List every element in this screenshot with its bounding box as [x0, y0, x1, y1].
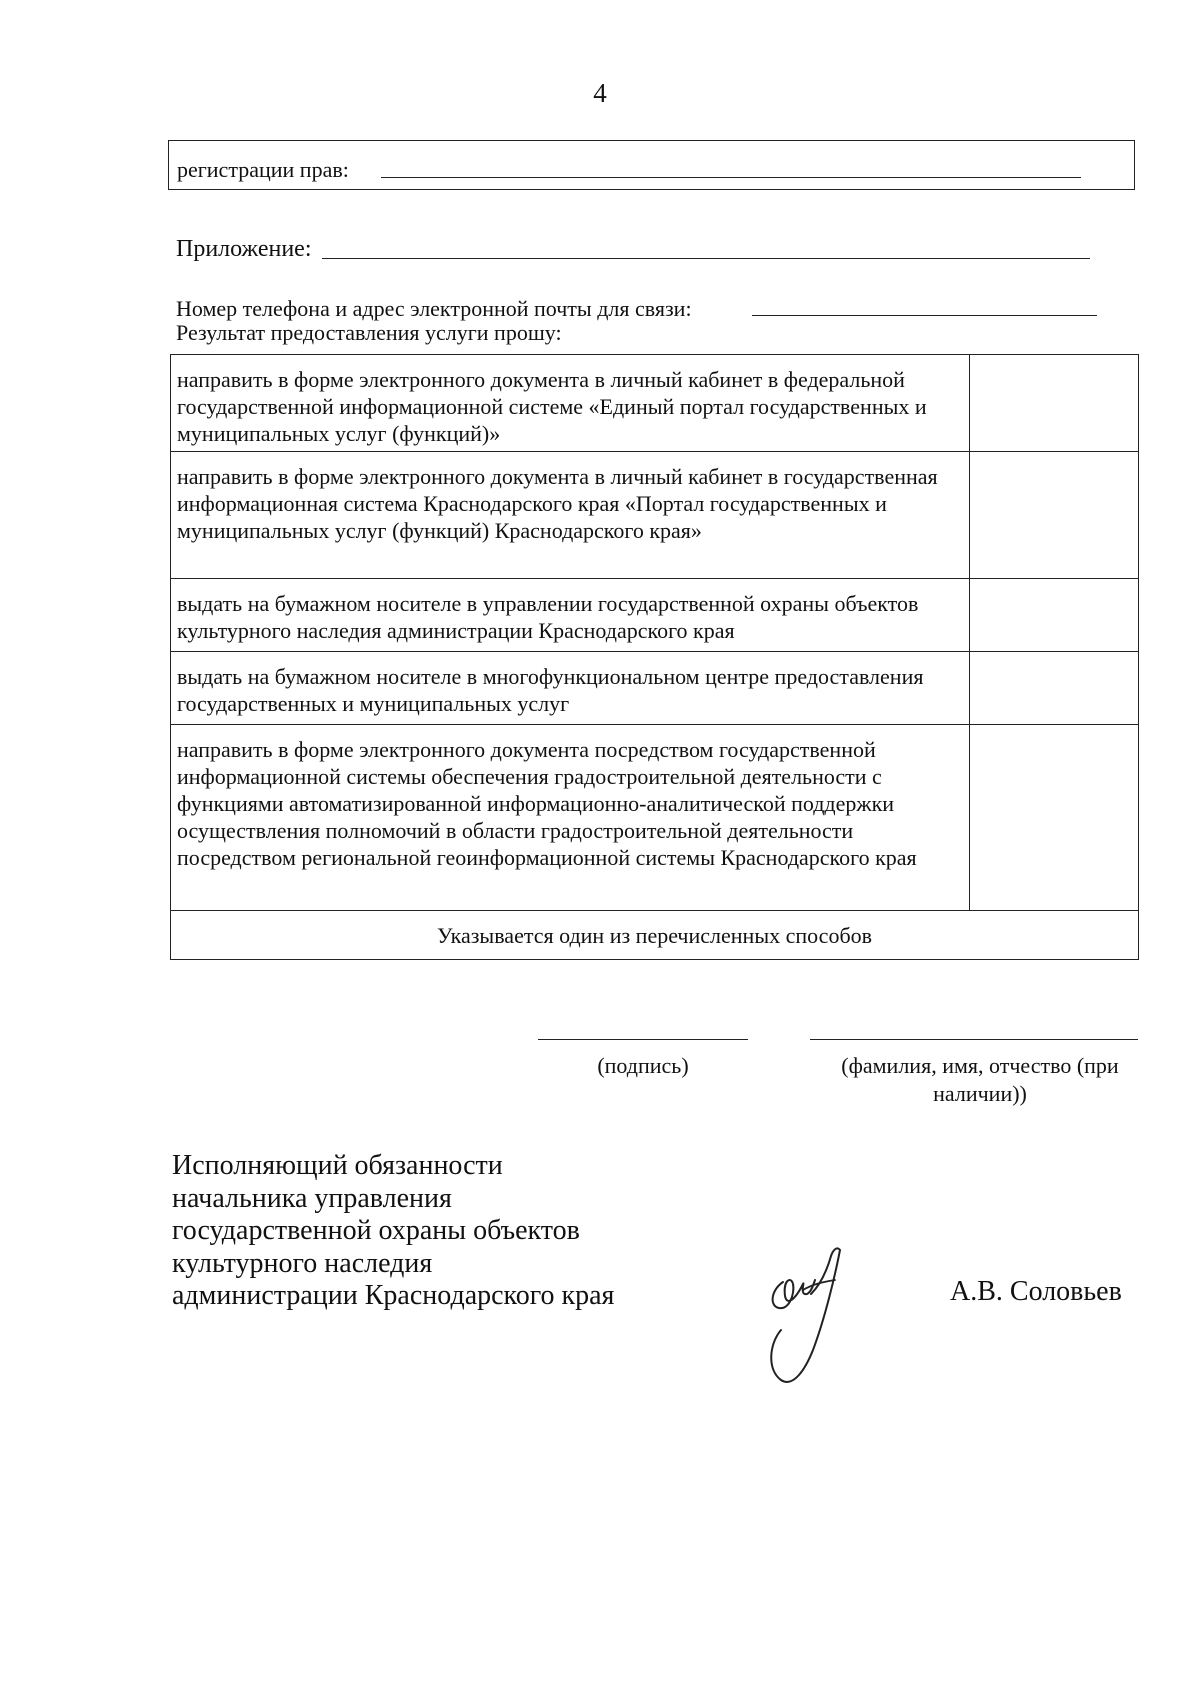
delivery-option-checkbox[interactable]: [970, 725, 1139, 911]
official-position-line: Исполняющий обязанности: [172, 1150, 503, 1181]
appendix-label: Приложение:: [176, 236, 312, 262]
delivery-option-text: выдать на бумажном носителе в управлении государственной охраны объектов культурного наследия администрации Краснодарского края: [171, 579, 970, 652]
options-note: Указывается один из перечисленных способов: [171, 911, 1139, 960]
official-position-line: культурного наследия: [172, 1247, 433, 1279]
delivery-option-row: [171, 652, 1139, 725]
official-position-line: государственной охраны объектов: [172, 1215, 580, 1246]
registration-fill-line[interactable]: [381, 177, 1081, 178]
delivery-option-checkbox[interactable]: [970, 579, 1139, 652]
delivery-option-checkbox[interactable]: [970, 355, 1139, 452]
official-position-line: начальника управления: [172, 1182, 452, 1214]
registration-label: регистрации прав:: [177, 157, 349, 182]
delivery-option-row: [171, 452, 1139, 579]
contact-label: Номер телефона и адрес электронной почты для связи:: [176, 296, 692, 321]
official-position-line: администрации Краснодарского края: [172, 1280, 615, 1311]
handwritten-signature: [755, 1240, 865, 1390]
delivery-option-text: направить в форме электронного документа в личный кабинет в федеральной государственной информационной системе «Единый портал государственных и муниципальных услуг (функций)»: [171, 355, 970, 452]
delivery-option-text: направить в форме электронного документа посредством государственной информационной системы обеспечения градостроительной деятельности с функциями автоматизированной информационно-аналитической поддержки осуществления полномочий в области градостроительной деятельности посредством региональной геоинформационной системы Краснодарского края: [171, 725, 970, 911]
delivery-option-row: [171, 579, 1139, 652]
signature-line[interactable]: [538, 1039, 748, 1040]
delivery-option-text: направить в форме электронного документа в личный кабинет в государственная информационная система Краснодарского края «Портал государственных и муниципальных услуг (функций) Краснодарского края»: [171, 452, 970, 579]
official-name: А.В. Соловьев: [950, 1276, 1122, 1307]
delivery-option-row: [171, 725, 1139, 911]
delivery-option-checkbox[interactable]: [970, 452, 1139, 579]
full-name-caption: (фамилия, имя, отчество (при наличии)): [841, 1053, 1119, 1106]
signature-caption: (подпись): [597, 1053, 689, 1078]
page-number: 4: [593, 78, 607, 108]
appendix-fill-line[interactable]: [322, 258, 1090, 259]
official-position: [172, 1150, 614, 1313]
contact-fill-line[interactable]: [752, 315, 1097, 316]
delivery-option-checkbox[interactable]: [970, 652, 1139, 725]
result-prompt: Результат предоставления услуги прошу:: [176, 320, 562, 345]
delivery-options-table: [170, 354, 1139, 960]
options-note-row: [171, 911, 1139, 960]
full-name-line[interactable]: [810, 1039, 1138, 1040]
delivery-option-text: выдать на бумажном носителе в многофункциональном центре предоставления государственных и муниципальных услуг: [171, 652, 970, 725]
delivery-option-row: [171, 355, 1139, 452]
